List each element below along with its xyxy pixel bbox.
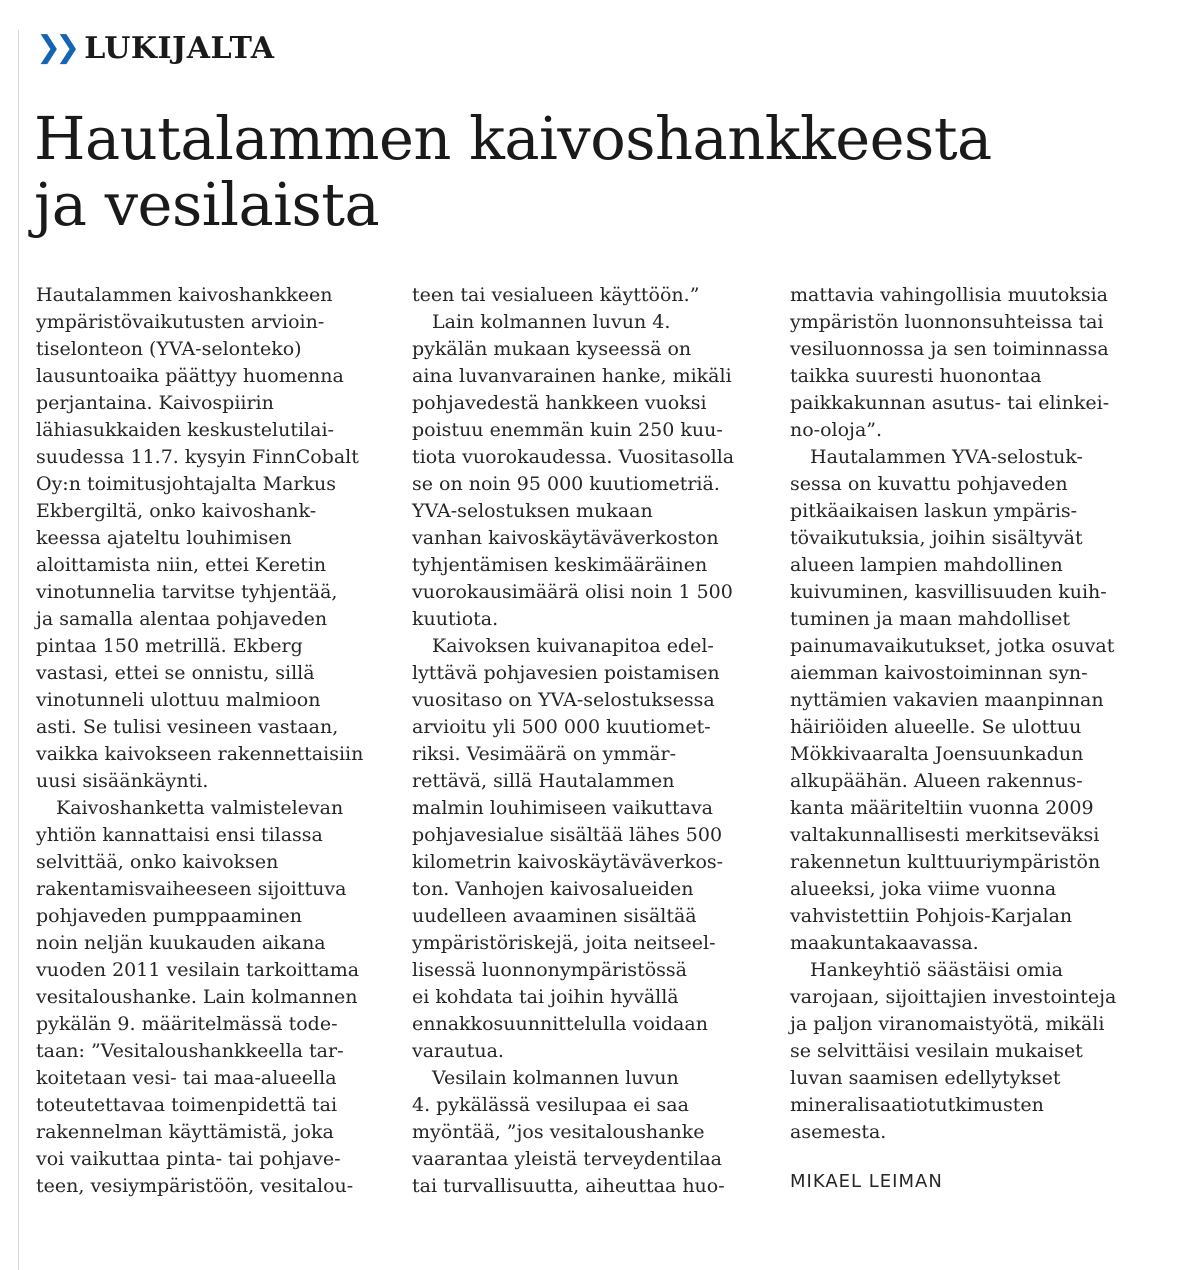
article-text-line: lyttävä pohjavesien poistamisen	[412, 662, 720, 684]
article-text-line: tyhjentämisen keskimääräinen	[412, 554, 708, 576]
article-text-line: alkupäähän. Alueen rakennus-	[790, 770, 1083, 792]
article-text-line: vahvistettiin Pohjois-Karjalan	[790, 905, 1073, 927]
article-text-line: mattavia vahingollisia muutoksia	[790, 284, 1108, 306]
article-text-line: nyttämien vakavien maanpinnan	[790, 689, 1104, 711]
section-kicker	[36, 30, 275, 66]
article-text-line: se on noin 95 000 kuutiometriä.	[412, 473, 720, 495]
article-text-line: ympäristövaikutusten arvioin-	[36, 311, 325, 333]
article-text-line: pykälän mukaan kyseessä on	[412, 338, 692, 360]
article-text-line: Hankeyhtiö säästäisi omia	[810, 959, 1063, 981]
article-text-line: vanhan kaivoskäytäväverkoston	[412, 527, 719, 549]
article-text-line: Lain kolmannen luvun 4.	[432, 311, 671, 333]
article-text-line: toteutettavaa toimenpidettä tai	[36, 1094, 338, 1116]
article-text-line: teen tai vesialueen käyttöön.”	[412, 284, 700, 306]
article-text-line: Kaivoksen kuivanapitoa edel-	[432, 635, 714, 657]
article-text-line: painumavaikutukset, jotka osuvat	[790, 635, 1115, 657]
article-text-line: no-oloja”.	[790, 419, 883, 441]
article-text-line: ympäristöriskejä, joita neitseel-	[412, 932, 716, 954]
article-text-line: se selvittäisi vesilain mukaiset	[790, 1040, 1083, 1062]
article-text-line: koitetaan vesi- tai maa-alueella	[36, 1067, 337, 1089]
article-text-line: Vesilain kolmannen luvun	[432, 1067, 679, 1089]
article-text-line: mineralisaatiotutkimusten	[790, 1094, 1044, 1116]
article-text-line: alueeksi, joka viime vuonna	[790, 878, 1057, 900]
article-text-line: aloittamista niin, ettei Keretin	[36, 554, 327, 576]
author-byline: MIKAEL LEIMAN	[790, 1171, 943, 1192]
article-text-line: vastasi, ettei se onnistu, sillä	[36, 662, 315, 684]
article-text-line: varautua.	[412, 1040, 504, 1062]
text-column-3	[790, 282, 1116, 1195]
article-text-line: Mökkivaaralta Joensuunkadun	[790, 743, 1084, 765]
article-text-line: maakuntakaavassa.	[790, 932, 979, 954]
article-text-line: vuorokausimäärä olisi noin 1 500	[412, 581, 733, 603]
article-text-line: kilometrin kaivoskäytäväverkos-	[412, 851, 724, 873]
article-text-line: vinotunneli ulottuu malmioon	[36, 689, 321, 711]
article-text-line: ja samalla alentaa pohjaveden	[36, 608, 328, 630]
section-label: LUKIJALTA	[84, 30, 275, 66]
article-text-line: uudelleen avaaminen sisältää	[412, 905, 697, 927]
article-text-line: taan: ”Vesitaloushankkeella tar-	[36, 1040, 344, 1062]
article-text-line: Hautalammen YVA-selostuk-	[810, 446, 1083, 468]
text-column-1	[36, 282, 363, 1200]
article-text-line: rettävä, sillä Hautalammen	[412, 770, 675, 792]
article-text-line: myöntää, ”jos vesitaloushanke	[412, 1121, 705, 1143]
article-text-line: varojaan, sijoittajien investointeja	[790, 986, 1117, 1008]
article-text-line: tiselonteon (YVA-selonteko)	[36, 338, 302, 360]
text-column-2	[412, 282, 734, 1200]
article-text-line: kanta määriteltiin vuonna 2009	[790, 797, 1094, 819]
article-text-line: YVA-selostuksen mukaan	[412, 500, 653, 522]
article-text-line: uusi sisäänkäynti.	[36, 770, 209, 792]
article-text-line: vaikka kaivokseen rakennettaisiin	[36, 743, 364, 765]
article-text-line: pitkäaikaisen laskun ympäris-	[790, 500, 1078, 522]
article-text-line: poistuu enemmän kuin 250 kuu-	[412, 419, 723, 441]
article-text-line: lausuntoaika päättyy huomenna	[36, 365, 344, 387]
article-text-line: vuositaso on YVA-selostuksessa	[412, 689, 715, 711]
article-text-line: ton. Vanhojen kaivosalueiden	[412, 878, 694, 900]
article-text-line: luvan saamisen edellytykset	[790, 1067, 1061, 1089]
article-text-line: pohjavedestä hankkeen vuoksi	[412, 392, 707, 414]
article-text-line: Hautalammen kaivoshankkeen	[36, 284, 333, 306]
article-text-line: keessa ajateltu louhimisen	[36, 527, 292, 549]
article-text-line: sessa on kuvattu pohjaveden	[790, 473, 1068, 495]
article-text-line: rakennetun kulttuuriympäristön	[790, 851, 1101, 873]
article-text-line: tai turvallisuutta, aiheuttaa huo-	[412, 1175, 725, 1197]
headline-line-2: ja vesilaista	[34, 170, 380, 239]
article-text-line: tuminen ja maan mahdolliset	[790, 608, 1070, 630]
headline-line-1: Hautalammen kaivoshankkeesta	[34, 104, 992, 173]
article-text-line: vinotunnelia tarvitse tyhjentää,	[36, 581, 338, 603]
double-chevron-right-icon: ❯❯	[36, 30, 75, 65]
article-text-line: vesitaloushanke. Lain kolmannen	[36, 986, 358, 1008]
article-text-line: riksi. Vesimäärä on ymmär-	[412, 743, 677, 765]
article-text-line: Ekbergiltä, onko kaivoshank-	[36, 500, 317, 522]
article-text-line: selvittää, onko kaivoksen	[36, 851, 279, 873]
article-text-line: Oy:n toimitusjohtajalta Markus	[36, 473, 337, 495]
article-text-line: voi vaikuttaa pinta- tai pohjave-	[36, 1148, 341, 1170]
article-text-line: asti. Se tulisi vesineen vastaan,	[36, 716, 339, 738]
article-text-line: kuivuminen, kasvillisuuden kuih-	[790, 581, 1107, 603]
article-text-line: pohjavesialue sisältää lähes 500	[412, 824, 723, 846]
article-text-line: pohjaveden pumppaaminen	[36, 905, 302, 927]
article-text-line: häiriöiden alueelle. Se ulottuu	[790, 716, 1082, 738]
article-text-line: tövaikutuksia, joihin sisältyvät	[790, 527, 1083, 549]
article-text-line: noin neljän kuukauden aikana	[36, 932, 326, 954]
article-text-line: teen, vesiympäristöön, vesitalou-	[36, 1175, 354, 1197]
article-text-line: pintaa 150 metrillä. Ekberg	[36, 635, 303, 657]
article-text-line: ympäristön luonnonsuhteissa tai	[790, 311, 1104, 333]
article-text-line: vaarantaa yleistä terveydentilaa	[412, 1148, 723, 1170]
article-text-line: kuutiota.	[412, 608, 499, 630]
article-text-line: lisessä luonnonympäristössä	[412, 959, 687, 981]
article-text-line: taikka suuresti huonontaa	[790, 365, 1042, 387]
article-text-line: pykälän 9. määritelmässä tode-	[36, 1013, 338, 1035]
article-text-line: vesiluonnossa ja sen toiminnassa	[790, 338, 1109, 360]
article-text-line: rakentamisvaiheeseen sijoittuva	[36, 878, 347, 900]
article-text-line: Kaivoshanketta valmistelevan	[56, 797, 344, 819]
article-text-line: yhtiön kannattaisi ensi tilassa	[36, 824, 323, 846]
article-text-line: ei kohdata tai joihin hyvällä	[412, 986, 679, 1008]
article-text-line: asemesta.	[790, 1121, 887, 1143]
article-text-line: alueen lampien mahdollinen	[790, 554, 1063, 576]
article-text-line: suudessa 11.7. kysyin FinnCobalt	[36, 446, 359, 468]
article-text-line: aina luvanvarainen hanke, mikäli	[412, 365, 732, 387]
article-text-line: valtakunnallisesti merkitseväksi	[790, 824, 1100, 846]
article-headline	[34, 106, 1154, 238]
article-text-line: aiemman kaivostoiminnan syn-	[790, 662, 1088, 684]
article-text-line: malmin louhimiseen vaikuttava	[412, 797, 714, 819]
article-text-line: rakennelman käyttämistä, joka	[36, 1121, 334, 1143]
article-text-line: arvioitu yli 500 000 kuutiomet-	[412, 716, 711, 738]
article-text-line: tiota vuorokaudessa. Vuositasolla	[412, 446, 735, 468]
article-text-line: ja paljon viranomaistyötä, mikäli	[790, 1013, 1105, 1035]
article-text-line: ennakkosuunnittelulla voidaan	[412, 1013, 708, 1035]
article-text-line: 4. pykälässä vesilupaa ei saa	[412, 1094, 689, 1116]
article-text-line: perjantaina. Kaivospiirin	[36, 392, 274, 414]
page-edge-divider	[18, 30, 19, 1270]
article-text-line: vuoden 2011 vesilain tarkoittama	[36, 959, 360, 981]
article-text-line: paikkakunnan asutus- tai elinkei-	[790, 392, 1110, 414]
article-text-line: lähiasukkaiden keskustelutilai-	[36, 419, 334, 441]
